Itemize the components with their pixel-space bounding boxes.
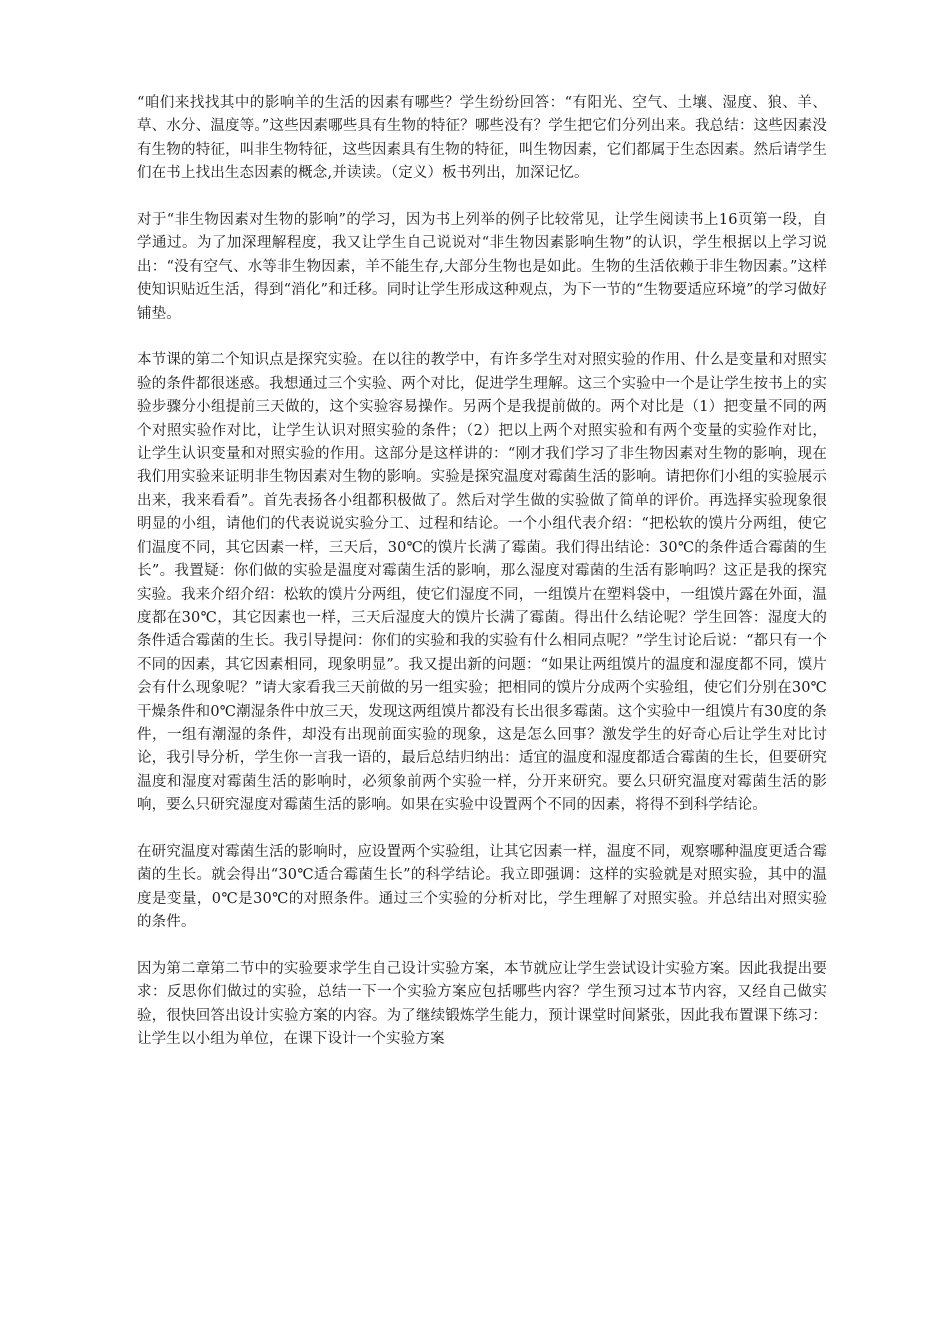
paragraph-ecological-factors: “咱们来找找其中的影响羊的生活的因素有哪些？学生纷纷回答：“有阳光、空气、土壤、湿度、狼、羊、草、水分、温度等。”这些因素哪些具有生物的特征？哪些没有？学生把它们分列出来。我总结：这些因素没有生物的特征，叫非生物特征，这些因素具有生物的特征，叫生物因素，它们都属于生态因素。然后请学生们在书上找出生态因素的概念,并读读。（定义）板书列出，加深记忆。 (137, 95, 827, 182)
paragraph-experiment-design: 因为第二章第二节中的实验要求学生自己设计实验方案，本节就应让学生尝试设计实验方案。因此我提出要求：反思你们做过的实验，总结一下一个实验方案应包括哪些内容？学生预习过本节内容，又经自己做实验，很快回答出设计实验方案的内容。为了继续锻炼学生能力，预计课堂时间紧张，因此我布置课下练习：让学生以小组为单位，在课下设计一个实验方案 (137, 960, 827, 1048)
document-page (137, 92, 827, 1075)
paragraph-abiotic-influence: 对于“非生物因素对生物的影响”的学习，因为书上列举的例子比较常见，让学生阅读书上16页第一段，自学通过。为了加深理解程度，我又让学生自己说说对“非生物因素影响生物”的认识，学生根据以上学习说出：“没有空气、水等非生物因素，羊不能生存,大部分生物也是如此。生物的生活依赖于非生物因素。”这样使知识贴近生活，得到“消化”和迁移。同时让学生形成这种观点，为下一节的“生物要适应环境”的学习做好铺垫。 (137, 212, 827, 322)
paragraph-inquiry-experiment: 本节课的第二个知识点是探究实验。在以往的教学中，有许多学生对对照实验的作用、什么是变量和对照实验的条件都很迷惑。我想通过三个实验、两个对比，促进学生理解。这三个实验中一个是让学生按书上的实验步骤分小组提前三天做的，这个实验容易操作。另两个是我提前做的。两个对比是（1）把变量不同的两个对照实验作对比，让学生认识对照实验的条件；（2）把以上两个对照实验和有两个变量的实验作对比，让学生认识变量和对照实验的作用。这部分是这样讲的：“刚才我们学习了非生物因素对生物的影响，现在我们用实验来证明非生物因素对生物的影响。实验是探究温度对霉菌生活的影响。请把你们小组的实验展示出来，我来看看”。首先表扬各小组都积极做了。然后对学生做的实验做了简单的评价。再选择实验现象很明显的小组，请他们的代表说说实验分工、过程和结论。一个小组代表介绍：“把松软的馍片分两组，使它们温度不同，其它因素一样，三天后，30℃的馍片长满了霉菌。我们得出结论：30℃的条件适合霉菌的生长”。我置疑：你们做的实验是温度对霉菌生活的影响，那么湿度对霉菌的生活有影响吗？这正是我的探究实验。我来介绍介绍：松软的馍片分两组，使它们湿度不同，一组馍片在塑料袋中，一组馍片露在外面，温度都在30℃，其它因素也一样，三天后湿度大的馍片长满了霉菌。得出什么结论呢？学生回答：湿度大的条件适合霉菌的生长。我引导提问：你们的实验和我的实验有什么相同点呢？”学生讨论后说：“都只有一个不同的因素，其它因素相同，现象明显”。我又提出新的问题：“如果让两组馍片的温度和湿度都不同，馍片会有什么现象呢？”请大家看我三天前做的另一组实验；把相同的馍片分成两个实验组，使它们分别在30℃干燥条件和0℃潮湿条件中放三天，发现这两组馍片都没有长出很多霉菌。这个实验中一组馍片有30度的条件，一组有潮湿的条件，却没有出现前面实验的现象，这是怎么回事？激发学生的好奇心后让学生对比讨论，我引导分析，学生你一言我一语的，最后总结归纳出：适宜的温度和湿度都适合霉菌的生长，但要研究温度和湿度对霉菌生活的影响时，必须象前两个实验一样，分开来研究。要么只研究温度对霉菌生活的影响，要么只研究湿度对霉菌生活的影响。如果在实验中设置两个不同的因素，将得不到科学结论。 (137, 352, 827, 814)
paragraph-controlled-experiment: 在研究温度对霉菌生活的影响时，应设置两个实验组，让其它因素一样，温度不同，观察哪种温度更适合霉菌的生长。就会得出“30℃适合霉菌生长”的科学结论。我立即强调：这样的实验就是对照实验，其中的温度是变量，0℃是30℃的对照条件。通过三个实验的分析对比，学生理解了对照实验。并总结出对照实验的条件。 (137, 843, 827, 931)
